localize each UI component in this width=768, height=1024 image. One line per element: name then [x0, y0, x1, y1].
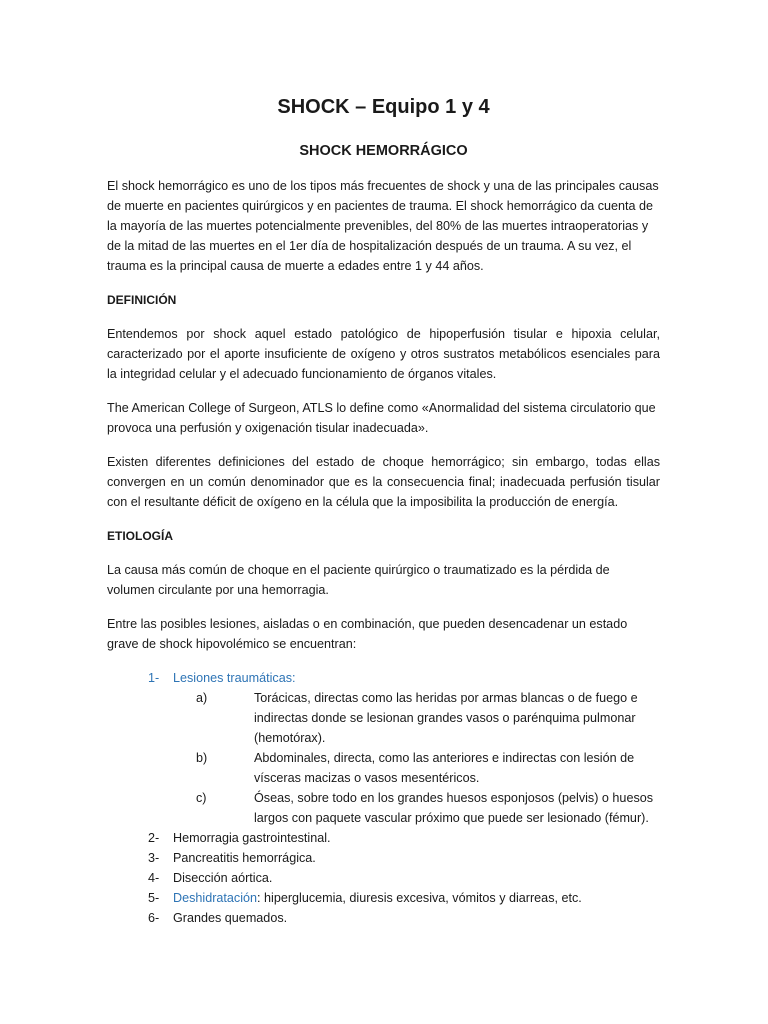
list-item-text: : hiperglucemia, diuresis excesiva, vómitos y diarreas, etc.: [257, 891, 582, 905]
sub-item-text: Abdominales, directa, como las anteriores e indirectas con lesión de vísceras macizas o vasos mesentéricos.: [254, 751, 635, 785]
definition-paragraph-1: Entendemos por shock aquel estado patológico de hipoperfusión tisular e hipoxia celular, caracterizado por el aporte insuficiente de oxígeno y otros sustratos metabólicos esenciales para la integridad celular y el adecuado funcionamiento de órganos vitales.: [107, 327, 660, 381]
sub-list-item: [173, 688, 660, 748]
list-item: [107, 908, 660, 928]
intro-paragraph: El shock hemorrágico es uno de los tipos más frecuentes de shock y una de las principales causas de muerte en pacientes quirúrgicos y en pacientes de trauma. El shock hemorrágico da cuenta de la mayoría de las muertes potencialmente prevenibles, del 80% de las muertes intraoperatorias y de la mitad de las muertes en el 1er día de hospitalización después de un trauma. A su vez, el trauma es la principal causa de muerte a edades entre 1 y 44 años.: [107, 179, 659, 273]
definition-paragraph-2: The American College of Surgeon, ATLS lo define como «Anormalidad del sistema circulatorio que provoca una perfusión y oxigenación tisular inadecuada».: [107, 401, 656, 435]
list-item: [107, 848, 660, 868]
list-item-number: 4-: [148, 871, 160, 885]
list-item-label: Deshidratación: [173, 891, 258, 905]
traumatic-sublist: [173, 688, 660, 828]
etiology-heading: ETIOLOGÍA: [107, 529, 173, 543]
sub-item-letter: a): [196, 691, 208, 705]
list-item-number: 1-: [148, 671, 160, 685]
list-item-text: Pancreatitis hemorrágica.: [173, 851, 316, 865]
sub-item-letter: c): [196, 791, 207, 805]
list-item-number: 5-: [148, 891, 160, 905]
etiology-paragraph-2: Entre las posibles lesiones, aisladas o en combinación, que pueden desencadenar un estado grave de shock hipovolémico se encuentran:: [107, 617, 628, 651]
list-item: [107, 888, 660, 908]
definition-paragraph-3: Existen diferentes definiciones del estado de choque hemorrágico; sin embargo, todas ellas convergen en un común denominador que es la consecuencia final; inadecuada perfusión tisular con el resultante déficit de oxígeno en la célula que la imposibilita la producción de energía.: [107, 455, 660, 509]
list-item-number: 6-: [148, 911, 160, 925]
list-item-number: 2-: [148, 831, 160, 845]
list-item-text: Grandes quemados.: [173, 911, 288, 925]
document-subtitle: SHOCK HEMORRÁGICO: [299, 143, 468, 159]
sub-item-text: Óseas, sobre todo en los grandes huesos esponjosos (pelvis) o huesos largos con paquete vascular próximo que puede ser lesionado (fémur).: [254, 791, 654, 825]
etiology-paragraph-1: La causa más común de choque en el paciente quirúrgico o traumatizado es la pérdida de volumen circulante por una hemorragia.: [107, 563, 610, 597]
list-item-label: Lesiones traumáticas:: [173, 671, 296, 685]
document-title: SHOCK – Equipo 1 y 4: [277, 96, 490, 118]
sub-item-letter: b): [196, 751, 208, 765]
sub-list-item: [173, 748, 660, 788]
sub-item-text: Torácicas, directas como las heridas por armas blancas o de fuego e indirectas donde se lesionan grandes vasos o parénquima pulmonar (hemotórax).: [254, 691, 638, 745]
definition-heading: DEFINICIÓN: [107, 293, 177, 307]
etiology-list: [107, 668, 660, 928]
list-item-number: 3-: [148, 851, 160, 865]
list-item-text: Disección aórtica.: [173, 871, 273, 885]
list-item-text: Hemorragia gastrointestinal.: [173, 831, 331, 845]
list-item: [107, 828, 660, 848]
list-item: [107, 668, 660, 828]
list-item: [107, 868, 660, 888]
sub-list-item: [173, 788, 660, 828]
